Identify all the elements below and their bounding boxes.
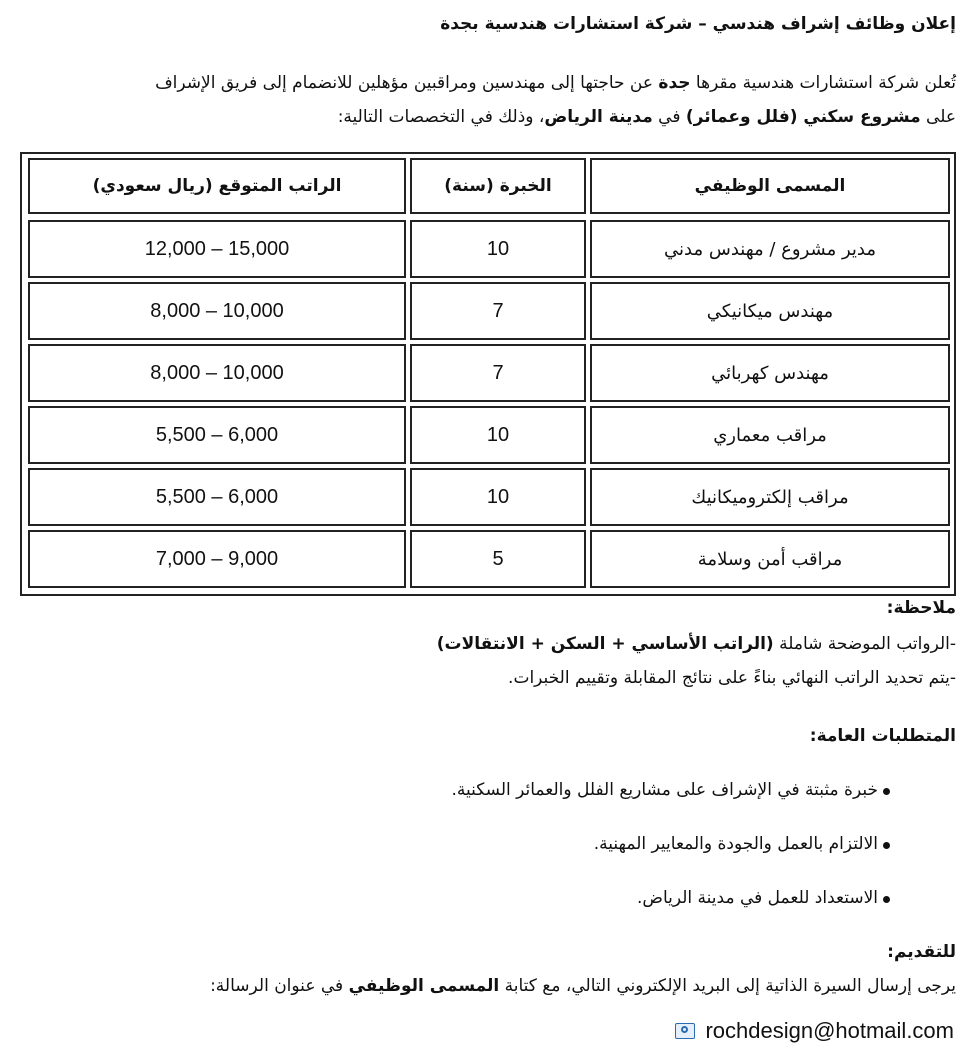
jobs-table <box>20 152 956 596</box>
requirement-item <box>18 888 878 908</box>
email-contact[interactable] <box>675 1016 954 1046</box>
requirement-text: خبرة مثبتة في الإشراف على مشاريع الفلل والعمائر السكنية. <box>451 780 878 800</box>
requirement-item <box>18 834 878 854</box>
row-3-salary: 8,000 – 10,000 <box>28 344 406 402</box>
apply-instructions <box>16 976 956 996</box>
intro-project: مشروع سكني (فلل وعمائر) <box>685 107 921 127</box>
header-job-title: المسمى الوظيفي <box>590 158 950 214</box>
row-1-salary: 12,000 – 15,000 <box>28 220 406 278</box>
row-1-experience: 10 <box>410 220 586 278</box>
row-5-salary: 5,500 – 6,000 <box>28 468 406 526</box>
email-address-link[interactable]: rochdesign@hotmail.com <box>705 1018 954 1043</box>
row-5-job-title: مراقب إلكتروميكانيك <box>590 468 950 526</box>
header-salary: الراتب المتوقع (ريال سعودي) <box>28 158 406 214</box>
apply-heading: للتقديم: <box>887 942 956 962</box>
intro-text: عن حاجتها إلى مهندسين ومراقبين مؤهلين للانضمام إلى فريق الإشراف <box>155 73 659 93</box>
note-line-2: -يتم تحديد الراتب النهائي بناءً على نتائج المقابلة وتقييم الخبرات. <box>508 668 956 688</box>
intro-paragraph <box>16 66 956 134</box>
note-heading: ملاحظة: <box>886 598 956 618</box>
apply-job-title-emphasis: المسمى الوظيفي <box>348 976 500 996</box>
intro-line-1 <box>16 66 956 100</box>
requirement-text: الاستعداد للعمل في مدينة الرياض. <box>637 888 878 908</box>
intro-city-jeddah: جدة <box>658 73 691 93</box>
row-6-experience: 5 <box>410 530 586 588</box>
row-2-salary: 8,000 – 10,000 <box>28 282 406 340</box>
row-6-job-title: مراقب أمن وسلامة <box>590 530 950 588</box>
row-4-job-title: مراقب معماري <box>590 406 950 464</box>
row-4-salary: 5,500 – 6,000 <box>28 406 406 464</box>
bullet-icon <box>883 842 890 849</box>
row-3-job-title: مهندس كهربائي <box>590 344 950 402</box>
bullet-icon <box>883 788 890 795</box>
note-salary-components: (الراتب الأساسي + السكن + الانتقالات) <box>436 634 774 654</box>
row-3-experience: 7 <box>410 344 586 402</box>
header-experience: الخبرة (سنة) <box>410 158 586 214</box>
row-5-experience: 10 <box>410 468 586 526</box>
intro-text: تُعلن شركة استشارات هندسية مقرها <box>690 73 956 93</box>
intro-text: ، وذلك في التخصصات التالية: <box>337 107 545 127</box>
bullet-icon <box>883 896 890 903</box>
intro-city-riyadh: مدينة الرياض <box>544 107 653 127</box>
requirement-item <box>18 780 878 800</box>
intro-text: في <box>652 107 686 127</box>
note-line-1 <box>16 634 956 654</box>
intro-line-2 <box>16 100 956 134</box>
email-icon <box>675 1023 695 1039</box>
row-1-job-title: مدير مشروع / مهندس مدني <box>590 220 950 278</box>
apply-text: في عنوان الرسالة: <box>210 976 349 996</box>
requirements-heading: المتطلبات العامة: <box>809 726 956 746</box>
note-text: -الرواتب الموضحة شاملة <box>773 634 956 654</box>
page-title: إعلان وظائف إشراف هندسي – شركة استشارات هندسية بجدة <box>440 14 956 34</box>
row-2-experience: 7 <box>410 282 586 340</box>
row-6-salary: 7,000 – 9,000 <box>28 530 406 588</box>
apply-text: يرجى إرسال السيرة الذاتية إلى البريد الإلكتروني التالي، مع كتابة <box>499 976 956 996</box>
requirement-text: الالتزام بالعمل والجودة والمعايير المهنية. <box>593 834 878 854</box>
intro-text: على <box>920 107 956 127</box>
row-2-job-title: مهندس ميكانيكي <box>590 282 950 340</box>
row-4-experience: 10 <box>410 406 586 464</box>
